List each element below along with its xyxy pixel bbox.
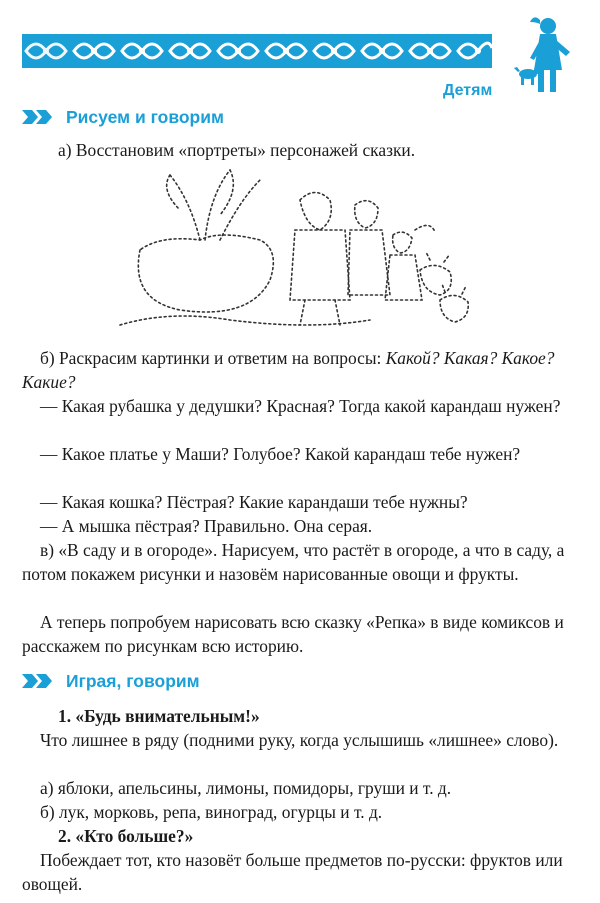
game1-text: Что лишнее в ряду (подними руку, когда услышишь «лишнее» слово). [40,730,559,750]
audience-label: Детям [443,82,493,99]
girl-with-dog-icon [500,12,580,107]
ornament-band [22,34,492,68]
game1-title: 1. «Будь внимательным!» [58,706,260,726]
game2-title: 2. «Кто больше?» [58,826,194,846]
game2-text: Побеждает тот, кто назовёт больше предметов по-русски: фруктов или овощей. [22,850,563,894]
task-c-text: в) «В саду и в огороде». Нарисуем, что растёт в огороде, а что в саду, а потом покажем рисунки и назовём нарисованные овощи и фрукты. [22,540,565,584]
game1-list-b: б) лук, морковь, репа, виноград, огурцы и т. д. [40,802,383,822]
section-header-drawing [22,106,224,128]
closing-text: А теперь попробуем нарисовать всю сказку «Репка» в виде комиксов и расскажем по рисункам всю историю. [22,612,564,656]
section-header-playing [22,670,200,692]
game1-list-a: а) яблоки, апельсины, лимоны, помидоры, груши и т. д. [40,778,452,798]
double-arrow-icon [22,672,56,690]
double-arrow-icon [22,108,56,126]
question-mouse: — А мышка пёстрая? Правильно. Она серая. [40,516,373,536]
turnip-tale-dotted-drawing [110,160,490,340]
question-cat: — Какая кошка? Пёстрая? Какие карандаши тебе нужны? [40,492,468,512]
task-b-lead: б) Раскрасим картинки и ответим на вопросы: [40,348,386,368]
task-b-text [22,346,580,394]
question-shirt: — Какая рубашка у дедушки? Красная? Тогда какой карандаш нужен? [40,396,561,416]
question-dress: — Какое платье у Маши? Голубое? Какой карандаш тебе нужен? [40,444,521,464]
section-title-drawing: Рисуем и говорим [66,106,224,127]
task-a-text: а) Восстановим «портреты» персонажей сказки. [58,140,416,160]
dog-icon [514,64,544,91]
task-b-questions: Какой? Какая? Какое? Какие? [22,348,555,392]
section-title-playing: Играя, говорим [66,670,200,691]
